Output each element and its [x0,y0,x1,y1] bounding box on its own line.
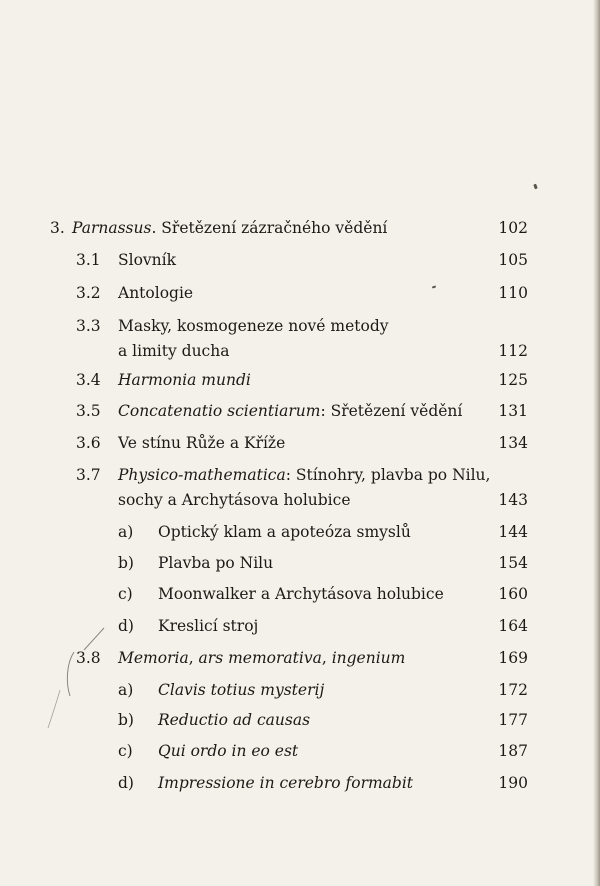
entry-title: Impressione in cerebro formabit [158,774,414,792]
entry-title: Qui ordo in eo est [158,742,299,760]
toc-subentry[interactable] [0,517,600,547]
entry-number: 3.3 [76,317,101,335]
entry-page-number: 187 [498,742,528,760]
entry-page-number: 169 [498,649,528,667]
entry-page-number: 172 [498,681,528,699]
toc-entry[interactable] [0,396,600,426]
entry-title: Moonwalker a Archytásova holubice [158,585,444,603]
entry-letter: d) [118,774,134,792]
entry-title: Masky, kosmogeneze nové metody [118,317,389,335]
entry-number: 3.5 [76,402,101,420]
entry-letter: d) [118,617,134,635]
entry-title: Slovník [118,251,176,269]
entry-page-number: 105 [498,251,528,269]
entry-number: 3.7 [76,466,101,484]
toc-entry[interactable] [0,213,600,243]
entry-letter: c) [118,742,133,760]
toc-entry[interactable] [0,278,600,308]
entry-title: Clavis totius mysterij [158,681,325,699]
toc-subentry[interactable] [0,736,600,766]
entry-letter: b) [118,554,134,572]
entry-title: Ve stínu Růže a Kříže [118,434,286,452]
toc-subentry[interactable] [0,611,600,641]
entry-page-number: 134 [498,434,528,452]
entry-page-number: 143 [498,491,528,509]
entry-title-line-2: a limity ducha [118,342,230,360]
entry-page-number: 164 [498,617,528,635]
entry-title: Antologie [118,284,194,302]
toc-entry[interactable] [0,643,600,673]
entry-title: Optický klam a apoteóza smyslů [158,523,411,541]
entry-number: 3.6 [76,434,101,452]
entry-title: Memoria, ars memorativa, ingenium [118,649,406,667]
entry-title: Kreslicí stroj [158,617,259,635]
entry-number: 3.2 [76,284,101,302]
entry-page-number: 160 [498,585,528,603]
entry-number: 3. [50,219,65,237]
entry-letter: b) [118,711,134,729]
toc-subentry[interactable] [0,579,600,609]
entry-title: Physico-mathematica: Stínohry, plavba po Nilu, [118,466,491,484]
entry-letter: a) [118,681,134,699]
toc-subentry[interactable] [0,548,600,578]
entry-title: Concatenatio scientiarum: Sřetězení vědění [118,402,463,420]
toc-subentry[interactable] [0,705,600,735]
toc-entry[interactable] [0,245,600,275]
entry-number: 3.4 [76,371,101,389]
entry-page-number: 144 [498,523,528,541]
toc-entry[interactable] [0,428,600,458]
toc-subentry[interactable] [0,675,600,705]
entry-page-number: 102 [498,219,528,237]
entry-page-number: 177 [498,711,528,729]
toc-entry[interactable] [0,311,600,360]
entry-title-line-2: sochy a Archytásova holubice [118,491,351,509]
toc-entry[interactable] [0,460,600,509]
toc-subentry[interactable] [0,768,600,798]
entry-title: Reductio ad causas [158,711,311,729]
entry-title: Parnassus. Sřetězení zázračného vědění [72,219,388,237]
entry-letter: a) [118,523,134,541]
entry-page-number: 154 [498,554,528,572]
entry-page-number: 112 [498,342,528,360]
ink-speck [533,184,538,190]
entry-letter: c) [118,585,133,603]
entry-title: Plavba po Nilu [158,554,274,572]
entry-title: Harmonia mundi [118,371,251,389]
entry-page-number: 125 [498,371,528,389]
toc-entry[interactable] [0,365,600,395]
entry-page-number: 131 [498,402,528,420]
entry-number: 3.8 [76,649,101,667]
entry-number: 3.1 [76,251,101,269]
entry-page-number: 190 [498,774,528,792]
entry-page-number: 110 [498,284,528,302]
